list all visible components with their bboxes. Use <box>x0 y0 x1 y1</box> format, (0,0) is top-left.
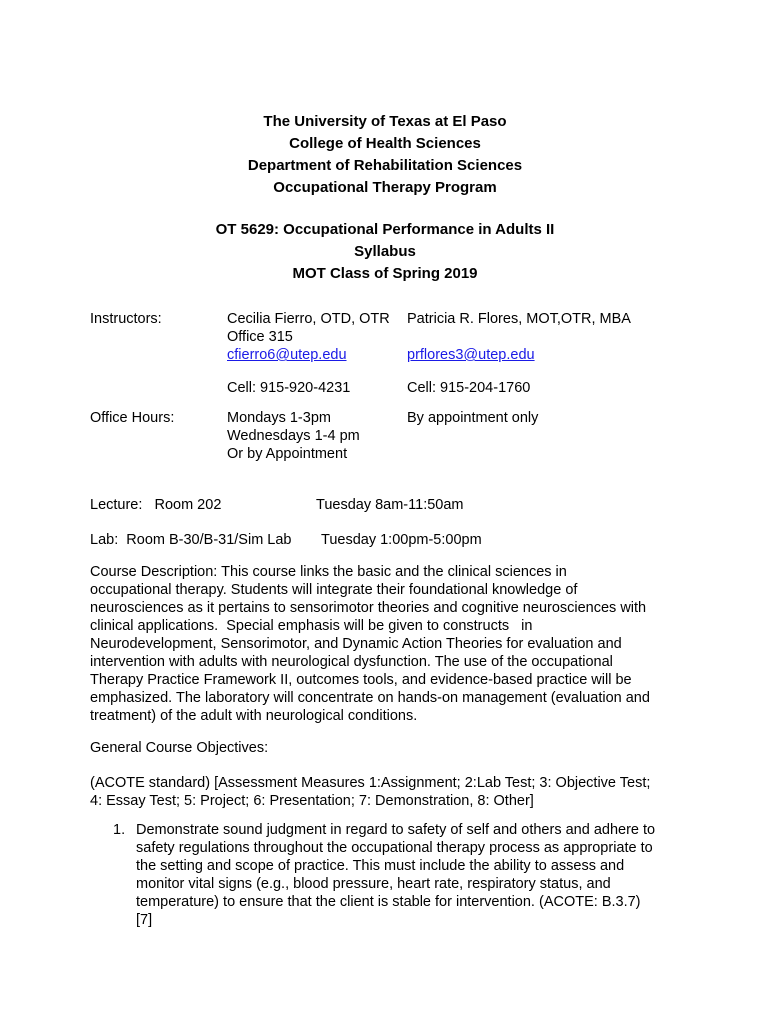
class-cohort: MOT Class of Spring 2019 <box>292 265 478 282</box>
description-line: neurosciences as it pertains to sensorimotor theories and cognitive neurosciences with <box>90 600 647 616</box>
instructor2-name: Patricia R. Flores, MOT,OTR, MBA <box>407 311 631 327</box>
university-name: The University of Texas at El Paso <box>263 113 507 130</box>
document-type: Syllabus <box>354 243 416 260</box>
instructor2-hours: By appointment only <box>407 410 539 426</box>
objective-line: monitor vital signs (e.g., blood pressure, heart rate, respiratory status, and <box>136 876 611 892</box>
department-name: Department of Rehabilitation Sciences <box>247 157 523 174</box>
instructors-label: Instructors: <box>90 311 162 327</box>
objective-line: temperature) to ensure that the client is stable for intervention. (ACOTE: B.3.7) <box>136 894 641 910</box>
lab-time: Tuesday 1:00pm-5:00pm <box>321 532 482 548</box>
objective-number: 1. <box>113 822 126 838</box>
objective-line: [7] <box>136 912 153 928</box>
program-name: Occupational Therapy Program <box>273 179 497 196</box>
objective-line: Demonstrate sound judgment in regard to safety of self and others and adhere to <box>136 822 656 838</box>
instructor2-email-link[interactable]: prflores3@utep.edu <box>407 347 535 363</box>
instructor1-email-link[interactable]: cfierro6@utep.edu <box>227 347 347 363</box>
university-header <box>0 111 770 199</box>
description-line: Therapy Practice Framework II, outcomes tools, and evidence-based practice will be <box>90 672 632 688</box>
instructor1-hours-line: Or by Appointment <box>227 446 348 462</box>
objectives-heading: General Course Objectives: <box>90 740 269 756</box>
course-title: OT 5629: Occupational Performance in Adults II <box>215 221 555 238</box>
objective-line: the setting and scope of practice. This must include the ability to assess and <box>136 858 625 874</box>
instructor1-hours-line: Mondays 1-3pm <box>227 410 331 426</box>
instructor2-cell: Cell: 915-204-1760 <box>407 380 531 396</box>
description-line: intervention with adults with neurological dysfunction. The use of the occupational <box>90 654 613 670</box>
description-line: clinical applications. Special emphasis will be given to constructs in <box>90 618 533 634</box>
description-line: emphasized. The laboratory will concentrate on hands-on management (evaluation and <box>90 690 650 706</box>
lecture-room: Lecture: Room 202 <box>90 497 222 513</box>
instructor1-office: Office 315 <box>227 329 293 345</box>
description-line: Neurodevelopment, Sensorimotor, and Dynamic Action Theories for evaluation and <box>90 636 622 652</box>
instructor1-hours-line: Wednesdays 1-4 pm <box>227 428 360 444</box>
description-line: Course Description: This course links the basic and the clinical sciences in <box>90 564 567 580</box>
acote-line: 4: Essay Test; 5: Project; 6: Presentation; 7: Demonstration, 8: Other] <box>90 793 534 809</box>
instructor1-cell: Cell: 915-920-4231 <box>227 380 351 396</box>
description-line: treatment) of the adult with neurological conditions. <box>90 708 418 724</box>
course-title-block <box>0 219 770 285</box>
description-line: occupational therapy. Students will integrate their foundational knowledge of <box>90 582 578 598</box>
course-description <box>90 563 690 725</box>
college-name: College of Health Sciences <box>289 135 481 152</box>
lab-room: Lab: Room B-30/B-31/Sim Lab <box>90 532 292 548</box>
lecture-time: Tuesday 8am-11:50am <box>316 497 464 513</box>
office-hours-label: Office Hours: <box>90 410 175 426</box>
acote-standard-note <box>90 774 690 810</box>
acote-line: (ACOTE standard) [Assessment Measures 1:Assignment; 2:Lab Test; 3: Objective Test; <box>90 775 651 791</box>
objective-text <box>136 821 655 929</box>
objective-line: safety regulations throughout the occupational therapy process as appropriate to <box>136 840 653 856</box>
instructor1-name: Cecilia Fierro, OTD, OTR <box>227 311 390 327</box>
